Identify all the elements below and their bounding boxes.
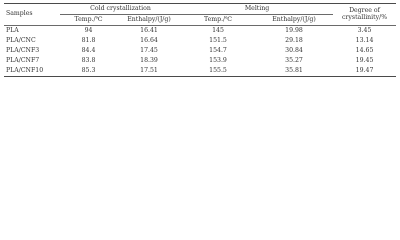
cc-enthalpy-cell: 17.45: [140, 46, 158, 54]
degree-of-crystallinity-header: [333, 4, 396, 26]
sample-cell: PLA/CNF10: [4, 66, 60, 77]
crystallinity-cell: 19.45: [355, 56, 374, 64]
m-enthalpy-cell: 30.84: [285, 46, 303, 54]
cc-enthalpy-cell: 18.39: [140, 56, 158, 64]
m-temp-cell: 145: [181, 26, 255, 37]
m-temp-cell: 154.7: [209, 46, 227, 54]
m-enthalpy-cell: 29.18: [285, 36, 303, 44]
m-temp-header: Temp./℃: [203, 15, 233, 23]
sample-cell: PLA/CNF7: [6, 56, 40, 64]
table-row: [4, 46, 396, 56]
dsc-results-table: [4, 3, 396, 77]
crystallinity-cell: 14.65: [355, 46, 374, 54]
melting-header: Melting: [181, 4, 333, 15]
cc-temp-cell: 85.3: [60, 66, 117, 77]
cc-temp-cell: 81.8: [81, 36, 96, 44]
crystallinity-cell: 13.14: [355, 36, 374, 44]
sample-cell: PLA: [4, 26, 60, 37]
crystallinity-cell: 19.47: [333, 66, 396, 77]
cc-temp-cell: 84.4: [81, 46, 96, 54]
m-enthalpy-cell: 35.81: [255, 66, 333, 77]
table-row: [4, 56, 396, 66]
sample-cell: PLA/CNF3: [6, 46, 40, 54]
cc-enthalpy-cell: 17.51: [117, 66, 181, 77]
cc-enthalpy-cell: 16.64: [140, 36, 158, 44]
samples-header: Samples: [4, 4, 60, 26]
crystallinity-header-text: Degree of crystallinity/%: [341, 7, 388, 22]
table-row: [4, 26, 396, 37]
m-temp-cell: 151.5: [209, 36, 227, 44]
m-enthalpy-cell: 35.27: [285, 56, 303, 64]
cold-crystallization-header: Cold crystallization: [60, 4, 181, 15]
m-enthalpy-cell: 19.98: [255, 26, 333, 37]
cc-enthalpy-header: Enthalpy/(J/g): [127, 15, 171, 23]
cc-enthalpy-cell: 16.41: [117, 26, 181, 37]
crystallinity-cell: 3.45: [333, 26, 396, 37]
table-figure: [0, 0, 400, 89]
m-temp-cell: 153.9: [209, 56, 227, 64]
header-row-group: [4, 4, 396, 15]
m-enthalpy-header: Enthalpy/(J/g): [272, 15, 316, 23]
sample-cell: PLA/CNC: [6, 36, 36, 44]
m-temp-cell: 155.5: [181, 66, 255, 77]
cc-temp-header: Temp./℃: [74, 15, 103, 23]
cc-temp-cell: 83.8: [81, 56, 96, 64]
table-row: [4, 36, 396, 46]
cc-temp-cell: 94: [60, 26, 117, 37]
table-row: [4, 66, 396, 77]
